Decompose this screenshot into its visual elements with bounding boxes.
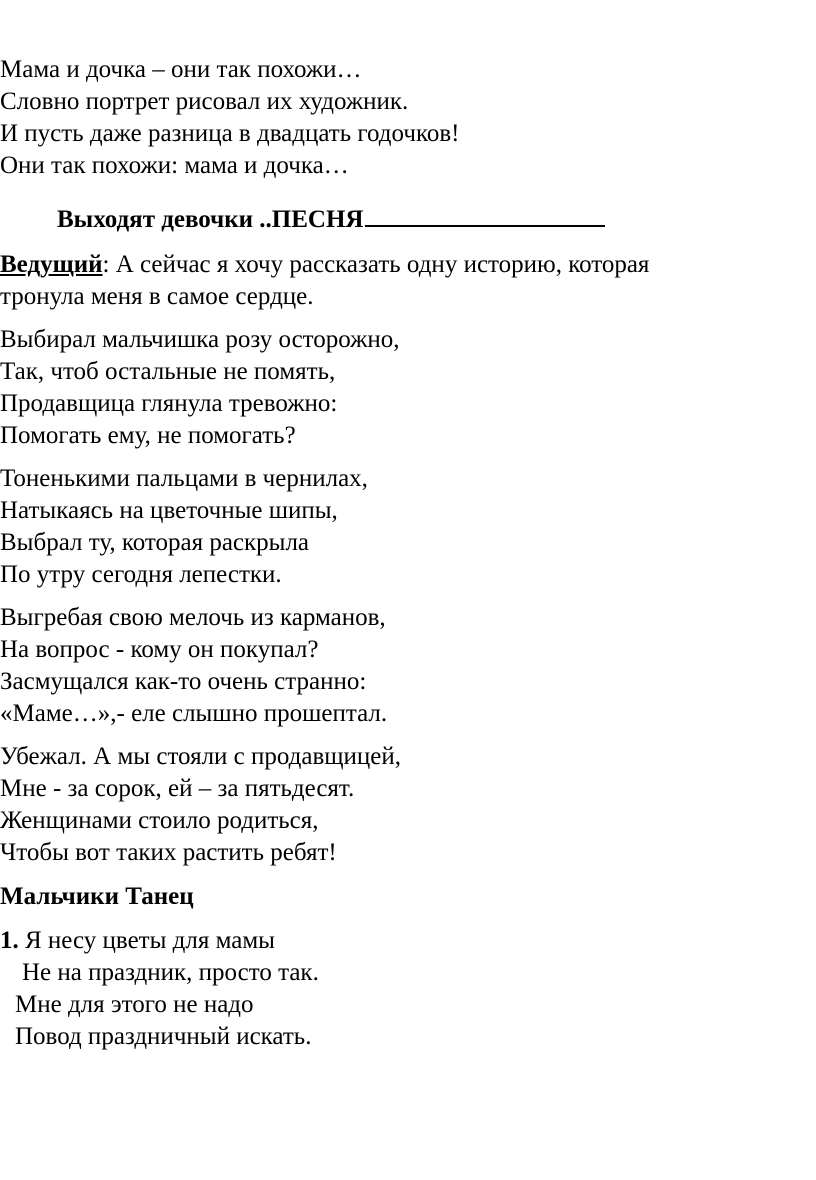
song-heading <box>0 202 816 238</box>
verse-text: Я несу цветы для мамы <box>18 927 275 954</box>
poem-line: Женщинами стоило родиться, <box>0 807 319 834</box>
document-page <box>0 54 816 1053</box>
intro-stanza <box>0 54 816 182</box>
boys-dance-heading: Мальчики Танец <box>0 883 194 910</box>
verse-1 <box>0 925 816 1053</box>
poem-stanza-1 <box>0 324 816 452</box>
verse-line: Мне для этого не надо <box>15 991 254 1018</box>
poem-line: Мне - за сорок, ей – за пятьдесят. <box>0 775 355 802</box>
host-line-1 <box>0 249 816 281</box>
poem-line: Выбирал мальчишка розу осторожно, <box>0 326 400 353</box>
poem-stanza-4 <box>0 741 816 869</box>
host-line-2: тронула меня в самое сердце. <box>0 283 314 310</box>
intro-line: Мама и дочка – они так похожи… <box>0 56 362 83</box>
poem-line: Выгребая свою мелочь из карманов, <box>0 604 386 631</box>
poem-line: Натыкаясь на цветочные шипы, <box>0 497 338 524</box>
song-heading-text: Выходят девочки ..ПЕСНЯ <box>57 206 364 233</box>
poem-line: Чтобы вот таких растить ребят! <box>0 839 337 866</box>
poem-line: Засмущался как-то очень странно: <box>0 668 367 695</box>
poem-line: Убежал. А мы стояли с продавщицей, <box>0 743 402 770</box>
poem-stanza-3 <box>0 602 816 730</box>
poem-line: Тоненькими пальцами в чернилах, <box>0 465 368 492</box>
poem-line: По утру сегодня лепестки. <box>0 561 282 588</box>
poem-line: «Маме…»,- еле слышно прошептал. <box>0 700 388 727</box>
poem-line: Продавщица глянула тревожно: <box>0 390 338 417</box>
song-blank-underline <box>365 203 605 227</box>
intro-line: Словно портрет рисовал их художник. <box>0 88 409 115</box>
intro-line: И пусть даже разница в двадцать годочков! <box>0 120 460 147</box>
poem-stanza-2 <box>0 463 816 591</box>
verse-line: Повод праздничный искать. <box>15 1023 312 1050</box>
host-speaker: Ведущий <box>0 251 103 278</box>
verse-number: 1. <box>0 927 19 954</box>
poem-line: Помогать ему, не помогать? <box>0 422 296 449</box>
poem-line: Так, чтоб остальные не помять, <box>0 358 336 385</box>
verse-line: Не на праздник, просто так. <box>22 959 319 986</box>
poem-line: На вопрос - кому он покупал? <box>0 636 319 663</box>
intro-line: Они так похожи: мама и дочка… <box>0 152 349 179</box>
poem-line: Выбрал ту, которая раскрыла <box>0 529 310 556</box>
host-text-1: : А сейчас я хочу рассказать одну историю, которая <box>102 251 650 278</box>
verse-line-1 <box>0 925 816 957</box>
host-remark <box>0 249 816 313</box>
